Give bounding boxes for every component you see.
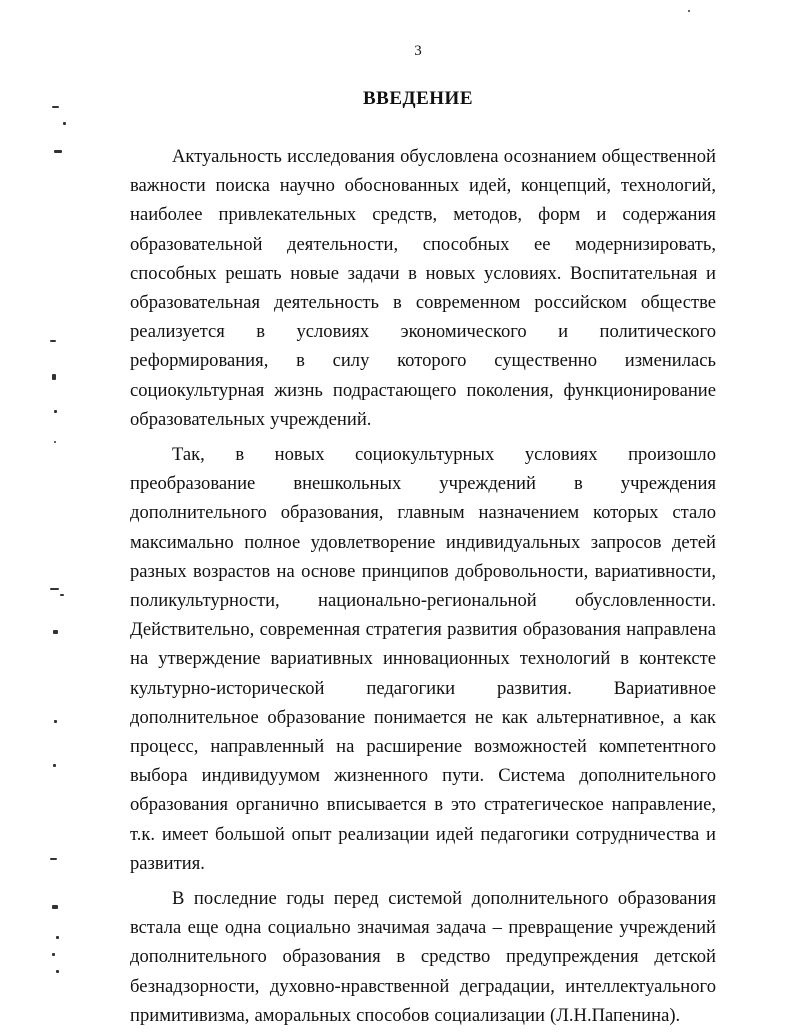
- paragraph-sociocultural: Так, в новых социокультурных условиях произошло преобразование внешкольных учреждений в учреждения дополнительного образования, главным назначением которых стало максимально полное удовлетворение индивидуальных запросов детей разных возрастов на основе принципов добровольности, вариативности, поликультурности, национально-региональной обусловленности. Действительно, современная стратегия развития образования направлена на утверждение вариативных инновационных технологий в контексте культурно-исторической педагогики развития. Вариативное дополнительное образование понимается не как альтернативное, а как процесс, направленный на расширение возможностей компетентного выбора индивидуумом жизненного пути. Система дополнительного образования органично вписывается в это стратегическое направление, т.к. имеет большой опыт реализации идей педагогики сотрудничества и развития.: [130, 444, 716, 874]
- scan-speck: [688, 10, 690, 12]
- scan-speck: [50, 340, 56, 342]
- scan-speck: [52, 106, 59, 108]
- scan-speck: [54, 720, 57, 723]
- paragraph-relevance: Актуальность исследования обусловлена осознанием общественной важности поиска научно обоснованных идей, концепций, технологий, наиболее привлекательных средств, методов, форм и содержания образовательной деятельности, способных ее модернизировать, способных решать новые задачи в новых условиях. Воспитательная и образовательная деятельность в современном российском обществе реализуется в условиях экономического и политического реформирования, в силу которого существенно изменилась социокультурная жизнь подрастающего поколения, функционирование образовательных учреждений.: [130, 146, 716, 430]
- scan-speck: [52, 374, 56, 380]
- scan-speck: [52, 905, 58, 909]
- page-number: 3: [414, 43, 422, 59]
- scan-speck: [56, 936, 59, 939]
- scan-speck: [53, 630, 58, 634]
- scan-speck: [52, 953, 55, 956]
- scan-speck: [50, 588, 59, 590]
- page-title: ВВЕДЕНИЕ: [363, 88, 473, 109]
- scan-speck: [50, 858, 57, 860]
- scan-speck: [54, 150, 62, 153]
- scan-speck: [54, 410, 57, 413]
- scan-speck: [53, 764, 56, 767]
- scan-speck: [63, 122, 66, 125]
- scan-speck: [56, 970, 59, 973]
- scan-speck: [54, 441, 56, 443]
- body-text: [130, 142, 716, 1030]
- scan-speck: [60, 594, 64, 596]
- paragraph-recent-years: В последние годы перед системой дополнительного образования встала еще одна социально значимая задача – превращение учреждений дополнительного образования в средство предупреждения детской безнадзорности, духовно-нравственной деградации, интеллектуального примитивизма, аморальных способов социализации (Л.Н.Папенина).: [130, 888, 716, 1026]
